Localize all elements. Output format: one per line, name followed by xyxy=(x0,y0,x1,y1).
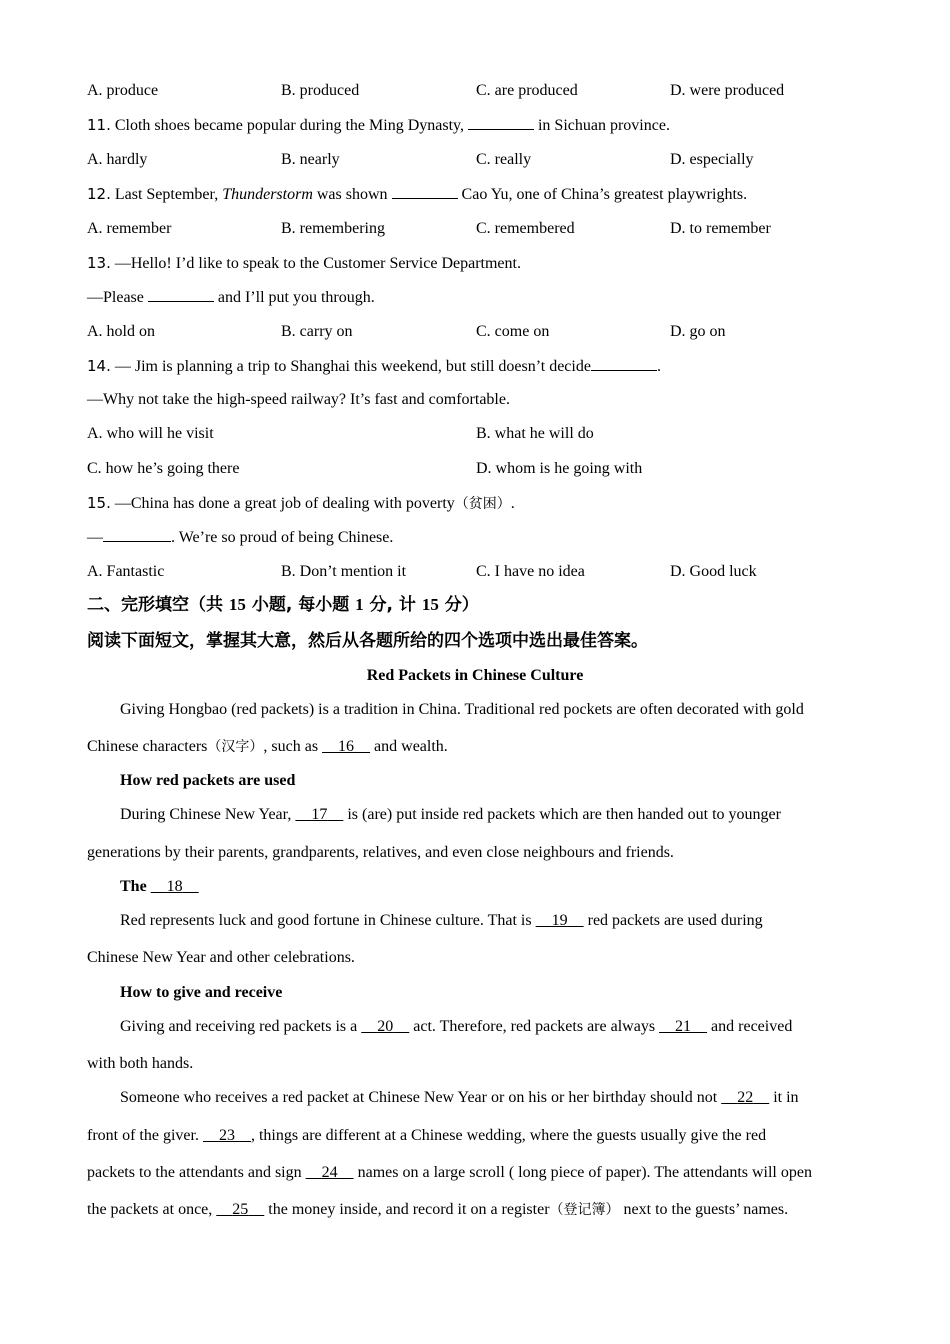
passage-p2-line1 xyxy=(120,805,781,825)
q10-option-d[interactable]: D. were produced xyxy=(670,82,785,99)
q11-text-before: Cloth shoes became popular during the Ming Dynasty, xyxy=(114,117,468,134)
q11-text-after: in Sichuan province. xyxy=(533,117,670,134)
p5-text-a: Someone who receives a red packet at Chinese New Year or on his or her birthday should not xyxy=(120,1089,722,1106)
q15-blank xyxy=(103,527,171,542)
q12-blank xyxy=(392,184,458,199)
q11-option-c[interactable]: C. really xyxy=(476,151,532,168)
q15-number: 15. xyxy=(87,494,111,512)
q12-option-b[interactable]: B. remembering xyxy=(281,220,385,237)
blank-20[interactable] xyxy=(361,1018,409,1035)
section2-title-part1: 二、完形填空（共 xyxy=(87,595,229,615)
section2-instruction: 阅读下面短文，掌握其大意，然后从各题所给的四个选项中选出最佳答案。 xyxy=(87,631,648,651)
q14-option-a[interactable]: A. who will he visit xyxy=(87,425,214,442)
q15-stem xyxy=(87,493,515,514)
blank-25-number: 25 xyxy=(232,1201,249,1218)
q13-option-a[interactable]: A. hold on xyxy=(87,323,155,340)
q11-stem xyxy=(87,115,670,136)
q13-option-c[interactable]: C. come on xyxy=(476,323,550,340)
section2-title-part2: 小题, 每小题 xyxy=(245,595,356,615)
q13-reply xyxy=(87,287,375,308)
q13-option-d[interactable]: D. go on xyxy=(670,323,726,340)
q12-number: 12. xyxy=(87,185,111,203)
q15-line1-cn: （贫困） xyxy=(454,496,511,512)
blank-23[interactable] xyxy=(203,1127,251,1144)
q12-text-middle: was shown xyxy=(312,186,392,203)
p5-text-h: the money inside, and record it on a register xyxy=(264,1201,550,1218)
q15-line2-before: — xyxy=(87,529,103,546)
section2-title-num1: 15 xyxy=(228,595,246,614)
q11-option-d[interactable]: D. especially xyxy=(670,151,754,168)
blank-19-number: 19 xyxy=(551,912,568,929)
p5-text-c: front of the giver. xyxy=(87,1127,203,1144)
blank-21[interactable] xyxy=(659,1018,707,1035)
q13-line2-before: —Please xyxy=(87,289,148,306)
passage-title: Red Packets in Chinese Culture xyxy=(366,667,584,684)
q12-option-a[interactable]: A. remember xyxy=(87,220,172,237)
q15-option-a[interactable]: A. Fantastic xyxy=(87,563,165,580)
section2-title-num2: 1 xyxy=(355,595,364,614)
q14-reply: —Why not take the high-speed railway? It’s fast and comfortable. xyxy=(87,391,510,408)
q13-number: 13. xyxy=(87,254,111,272)
p5-text-g: the packets at once, xyxy=(87,1201,217,1218)
passage-heading-the xyxy=(120,877,199,897)
p5-text-e: packets to the attendants and sign xyxy=(87,1164,306,1181)
q13-blank xyxy=(148,287,214,302)
q14-stem xyxy=(87,356,661,377)
passage-p3-line1 xyxy=(120,911,763,931)
p2-text-b: is (are) put inside red packets which are then handed out to younger xyxy=(343,806,781,823)
passage-p1-line1: Giving Hongbao (red packets) is a tradition in China. Traditional red pockets are often decorated with gold xyxy=(120,701,804,718)
passage-p5-line1 xyxy=(120,1088,799,1108)
q15-line1-after: . xyxy=(510,495,515,512)
h2-text: The xyxy=(120,878,151,895)
passage-p5-line2 xyxy=(87,1126,766,1146)
passage-p3-line2: Chinese New Year and other celebrations. xyxy=(87,949,355,966)
blank-17-number: 17 xyxy=(311,806,328,823)
blank-20-number: 20 xyxy=(377,1018,394,1035)
q12-option-c[interactable]: C. remembered xyxy=(476,220,575,237)
passage-p4-line1 xyxy=(120,1017,792,1037)
q15-option-d[interactable]: D. Good luck xyxy=(670,563,757,580)
q15-option-b[interactable]: B. Don’t mention it xyxy=(281,563,407,580)
q13-line2-after: and I’ll put you through. xyxy=(213,289,375,306)
q15-option-c[interactable]: C. I have no idea xyxy=(476,563,585,580)
section2-title-part3: 分, 计 xyxy=(363,595,422,615)
passage-p4-line2: with both hands. xyxy=(87,1055,194,1072)
p4-text-a: Giving and receiving red packets is a xyxy=(120,1018,362,1035)
p4-text-b: act. Therefore, red packets are always xyxy=(409,1018,660,1035)
blank-25[interactable] xyxy=(216,1201,264,1218)
blank-16[interactable] xyxy=(322,738,370,755)
blank-18-number: 18 xyxy=(166,878,183,895)
blank-17[interactable] xyxy=(295,806,343,823)
p5-text-f: names on a large scroll ( long piece of paper). The attendants will open xyxy=(353,1164,812,1181)
blank-22-number: 22 xyxy=(737,1089,754,1106)
section2-title-num3: 15 xyxy=(421,595,439,614)
section2-title-part4: 分） xyxy=(438,595,479,615)
q10-option-a[interactable]: A. produce xyxy=(87,82,159,99)
section2-title xyxy=(87,595,479,615)
passage-p5-line3 xyxy=(87,1163,812,1183)
q12-stem xyxy=(87,184,747,205)
blank-23-number: 23 xyxy=(218,1127,235,1144)
q14-option-c[interactable]: C. how he’s going there xyxy=(87,460,240,477)
q14-number: 14. xyxy=(87,357,111,375)
q11-option-a[interactable]: A. hardly xyxy=(87,151,148,168)
q11-option-b[interactable]: B. nearly xyxy=(281,151,340,168)
p4-text-c: and received xyxy=(707,1018,793,1035)
q12-italic-title: Thunderstorm xyxy=(222,186,313,203)
blank-24-number: 24 xyxy=(321,1164,338,1181)
passage-p1-line2 xyxy=(87,737,448,757)
q15-line2-after: . We’re so proud of being Chinese. xyxy=(171,529,394,546)
q14-line1-before: — Jim is planning a trip to Shanghai this weekend, but still doesn’t decide xyxy=(114,358,591,375)
p2-text-a: During Chinese New Year, xyxy=(120,806,296,823)
q13-stem xyxy=(87,253,521,274)
q14-line1-after: . xyxy=(656,358,661,375)
blank-24[interactable] xyxy=(306,1164,354,1181)
blank-21-number: 21 xyxy=(675,1018,692,1035)
p1-text-b: , such as xyxy=(263,738,323,755)
q10-option-b[interactable]: B. produced xyxy=(281,82,360,99)
p1-text-cn: （汉字） xyxy=(207,739,264,755)
passage-heading-used: How red packets are used xyxy=(120,772,296,789)
q12-option-d[interactable]: D. to remember xyxy=(670,220,771,237)
q10-option-c[interactable]: C. are produced xyxy=(476,82,578,99)
p5-text-d: , things are different at a Chinese wedding, where the guests usually give the red xyxy=(250,1127,767,1144)
p5-text-cn: （登记簿） xyxy=(549,1202,620,1218)
p3-text-b: red packets are used during xyxy=(583,912,763,929)
blank-16-number: 16 xyxy=(338,738,355,755)
q15-reply xyxy=(87,527,393,548)
q11-blank xyxy=(468,115,534,130)
p3-text-a: Red represents luck and good fortune in Chinese culture. That is xyxy=(120,912,536,929)
passage-heading-give: How to give and receive xyxy=(120,984,283,1001)
blank-19[interactable] xyxy=(536,912,584,929)
passage-p2-line2: generations by their parents, grandparents, relatives, and even close neighbours and friends. xyxy=(87,844,674,861)
q12-text-before: Last September, xyxy=(114,186,223,203)
blank-22[interactable] xyxy=(721,1089,769,1106)
p1-text-a: Chinese characters xyxy=(87,738,208,755)
q13-option-b[interactable]: B. carry on xyxy=(281,323,353,340)
q14-blank xyxy=(591,356,657,371)
q14-option-d[interactable]: D. whom is he going with xyxy=(476,460,643,477)
p5-text-i: next to the guests’ names. xyxy=(619,1201,789,1218)
q12-text-after: Cao Yu, one of China’s greatest playwrights. xyxy=(457,186,748,203)
q13-line1: —Hello! I’d like to speak to the Customer Service Department. xyxy=(114,255,521,272)
p1-text-c: and wealth. xyxy=(370,738,448,755)
blank-18[interactable] xyxy=(151,878,199,895)
p5-text-b: it in xyxy=(769,1089,799,1106)
q15-line1-before: —China has done a great job of dealing with poverty xyxy=(114,495,455,512)
q14-option-b[interactable]: B. what he will do xyxy=(476,425,594,442)
q11-number: 11. xyxy=(87,116,111,134)
passage-p5-line4 xyxy=(87,1200,788,1220)
